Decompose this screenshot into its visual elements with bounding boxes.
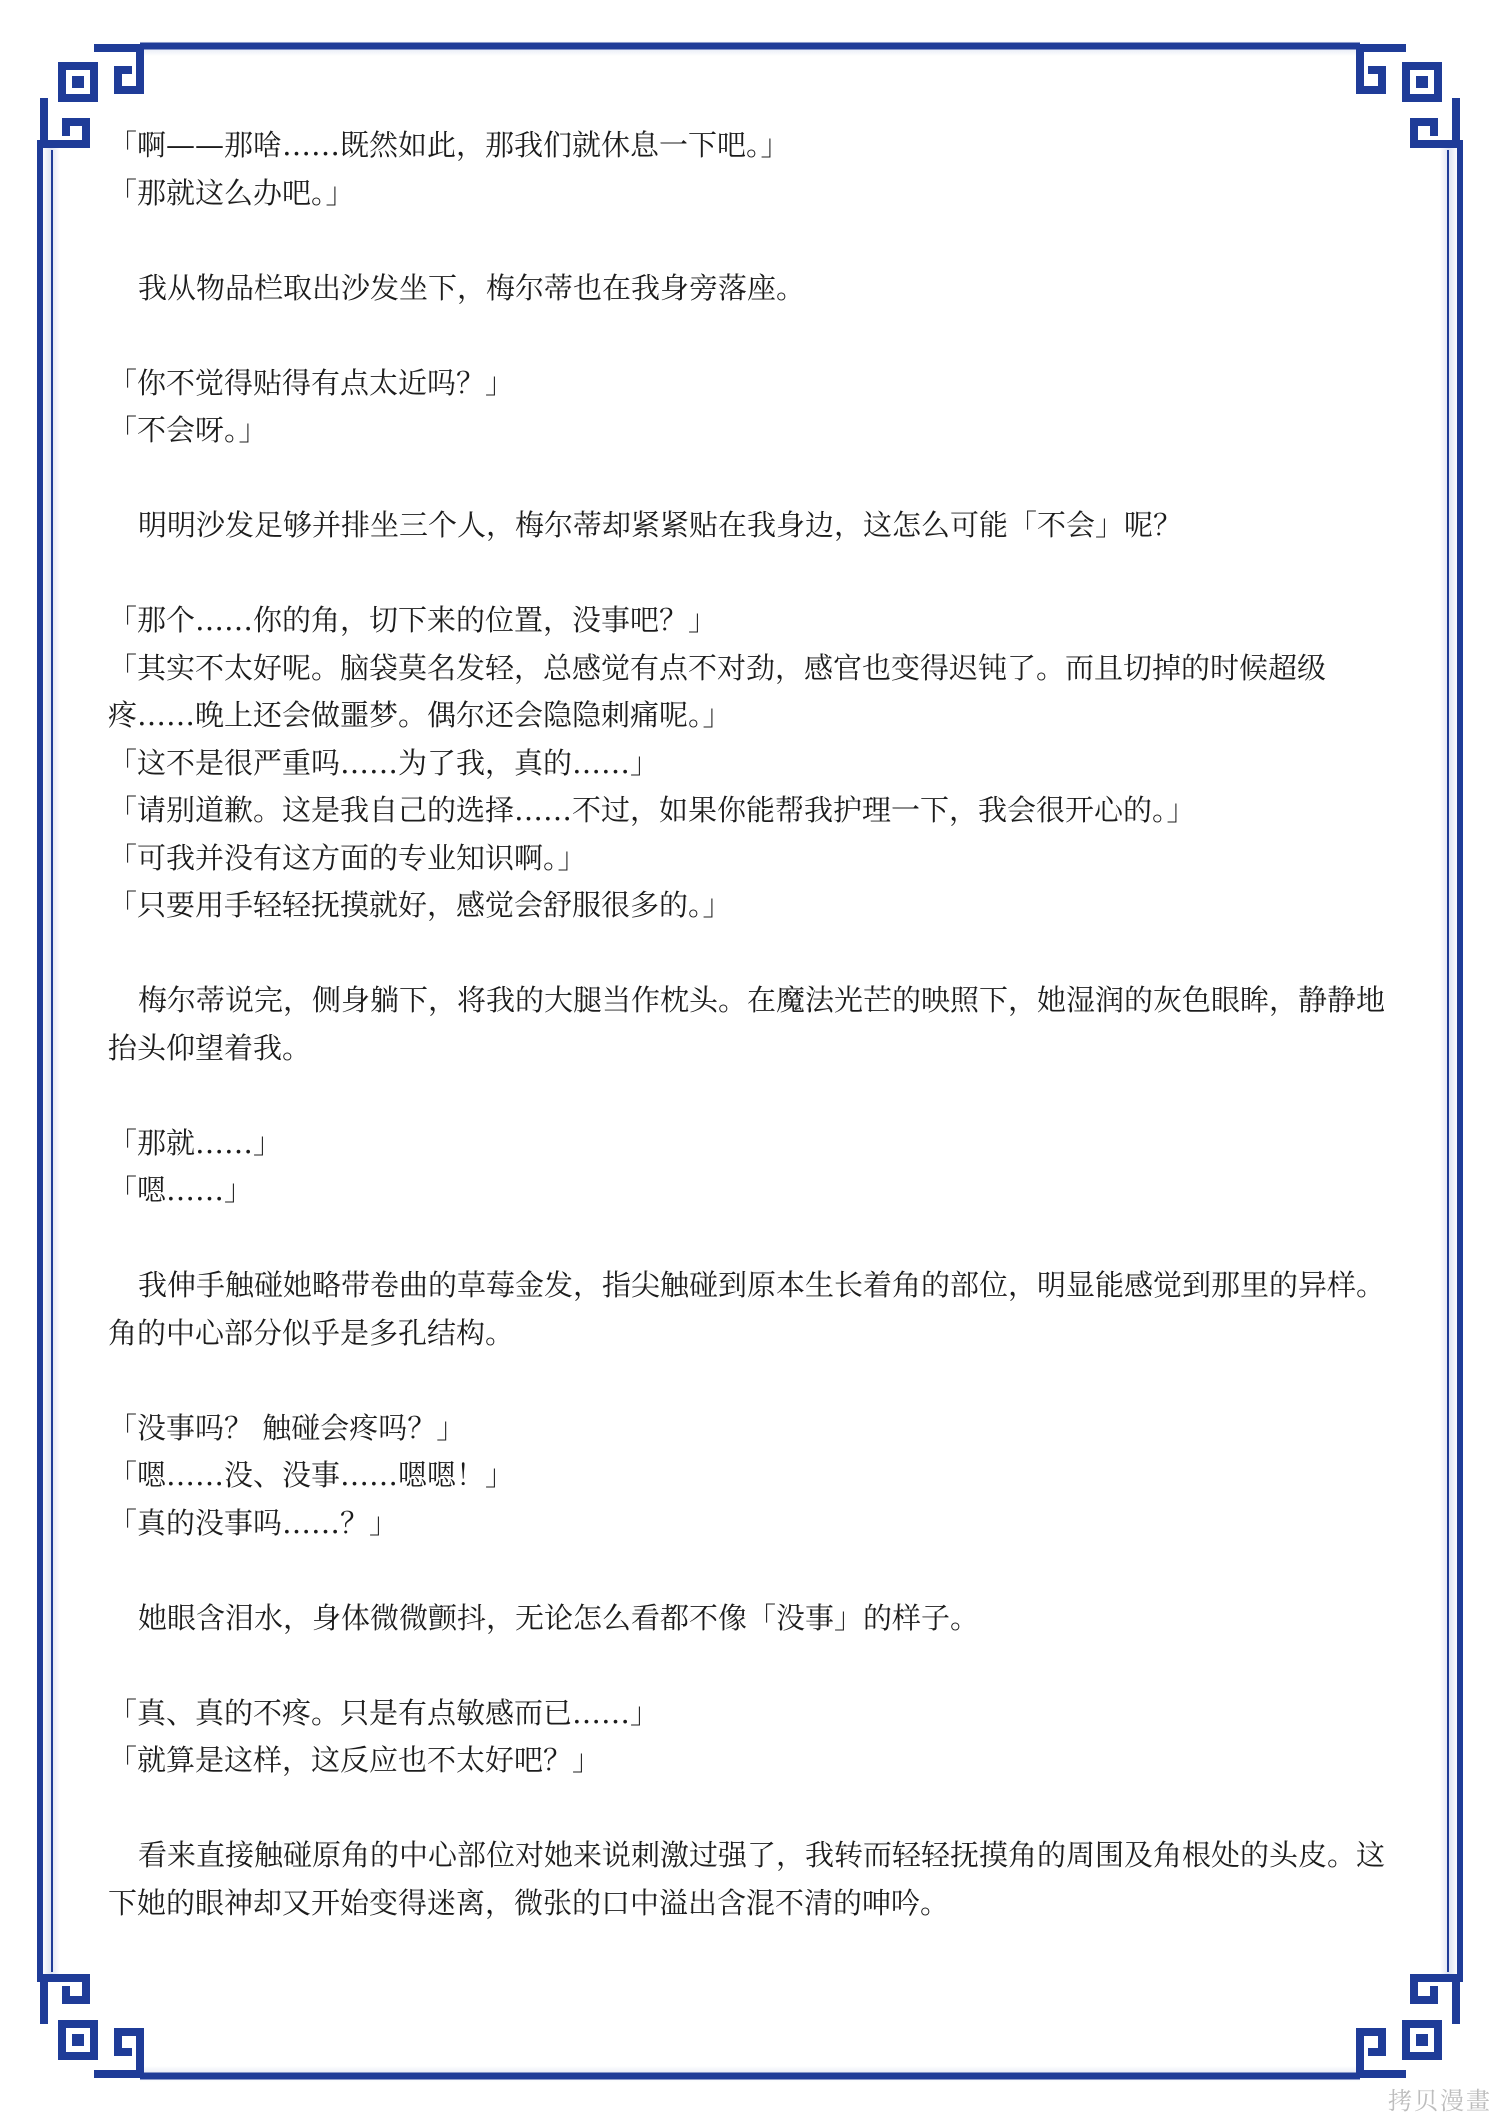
- dialogue-line: 「不会呀。」: [108, 413, 268, 447]
- greek-key-corner-icon: [44, 1978, 140, 2074]
- paragraph-gap: [108, 1357, 1398, 1405]
- dialogue-line: 「请别道歉。这是我自己的选择……不过，如果你能帮我护理一下，我会很开心的。」: [108, 793, 1196, 827]
- dialogue-line: 「那个……你的角，切下来的位置，没事吧？」: [108, 603, 718, 637]
- dialogue-line: 「没事吗？ 触碰会疼吗？」: [108, 1410, 466, 1445]
- dialogue-line: 「嗯……」: [108, 1173, 254, 1207]
- paragraph-gap: [108, 455, 1398, 503]
- dialogue-line: 「只要用手轻轻抚摸就好，感觉会舒服很多的。」: [108, 888, 732, 922]
- dialogue-line: 「嗯……没、没事……嗯嗯！」: [108, 1458, 515, 1492]
- paragraph-gap: [108, 312, 1398, 360]
- narration-paragraph: 看来直接触碰原角的中心部位对她来说刺激过强了，我转而轻轻抚摸角的周围及角根处的头皮。这下她的眼神却又开始变得迷离，微张的口中溢出含混不清的呻吟。: [108, 1838, 1386, 1920]
- dialogue-line: 「这不是很严重吗……为了我，真的……」: [108, 745, 660, 780]
- paragraph-gap: [108, 930, 1398, 978]
- dialogue-line: 「你不觉得贴得有点太近吗？」: [108, 365, 515, 400]
- paragraph-gap: [108, 1072, 1398, 1120]
- dialogue-line: 「那就这么办吧。」: [108, 175, 355, 210]
- paragraph-gap: [108, 1547, 1398, 1595]
- paragraph-gap: [108, 1785, 1398, 1833]
- dialogue-line: 「其实不太好呢。脑袋莫名发轻，总感觉有点不对劲，感官也变得迟钝了。而且切掉的时候超级疼……晚上还会做噩梦。偶尔还会隐隐刺痛呢。」: [108, 650, 1327, 732]
- paragraph-gap: [108, 217, 1398, 265]
- dialogue-line: 「真的没事吗……？」: [108, 1505, 399, 1540]
- paragraph-gap: [108, 550, 1398, 598]
- dialogue-line: 「那就……」: [108, 1125, 283, 1160]
- narration-paragraph: 梅尔蒂说完，侧身躺下，将我的大腿当作枕头。在魔法光芒的映照下，她湿润的灰色眼眸，静静地抬头仰望着我。: [108, 983, 1386, 1065]
- paragraph-gap: [108, 1642, 1398, 1690]
- greek-key-corner-icon: [1360, 1978, 1456, 2074]
- dialogue-line: 「就算是这样，这反应也不太好吧？」: [108, 1743, 602, 1777]
- dialogue-line: 「真、真的不疼。只是有点敏感而已……」: [108, 1695, 660, 1730]
- narration-paragraph: 我伸手触碰她略带卷曲的草莓金发，指尖触碰到原本生长着角的部位，明显能感觉到那里的异样。角的中心部分似乎是多孔结构。: [108, 1268, 1386, 1350]
- watermark: 拷贝漫畫: [1388, 2087, 1492, 2115]
- narration-paragraph: 她眼含泪水，身体微微颤抖，无论怎么看都不像「没事」的样子。: [138, 1600, 980, 1635]
- paragraph-gap: [108, 1215, 1398, 1263]
- dialogue-line: 「可我并没有这方面的专业知识啊。」: [108, 840, 587, 875]
- narration-paragraph: 明明沙发足够并排坐三个人，梅尔蒂却紧紧贴在我身边，这怎么可能「不会」呢？: [138, 508, 1183, 542]
- narration-paragraph: 我从物品栏取出沙发坐下，梅尔蒂也在我身旁落座。: [138, 270, 806, 305]
- novel-text: [108, 122, 1398, 1927]
- dialogue-line: 「啊——那啥……既然如此，那我们就休息一下吧。」: [108, 128, 790, 162]
